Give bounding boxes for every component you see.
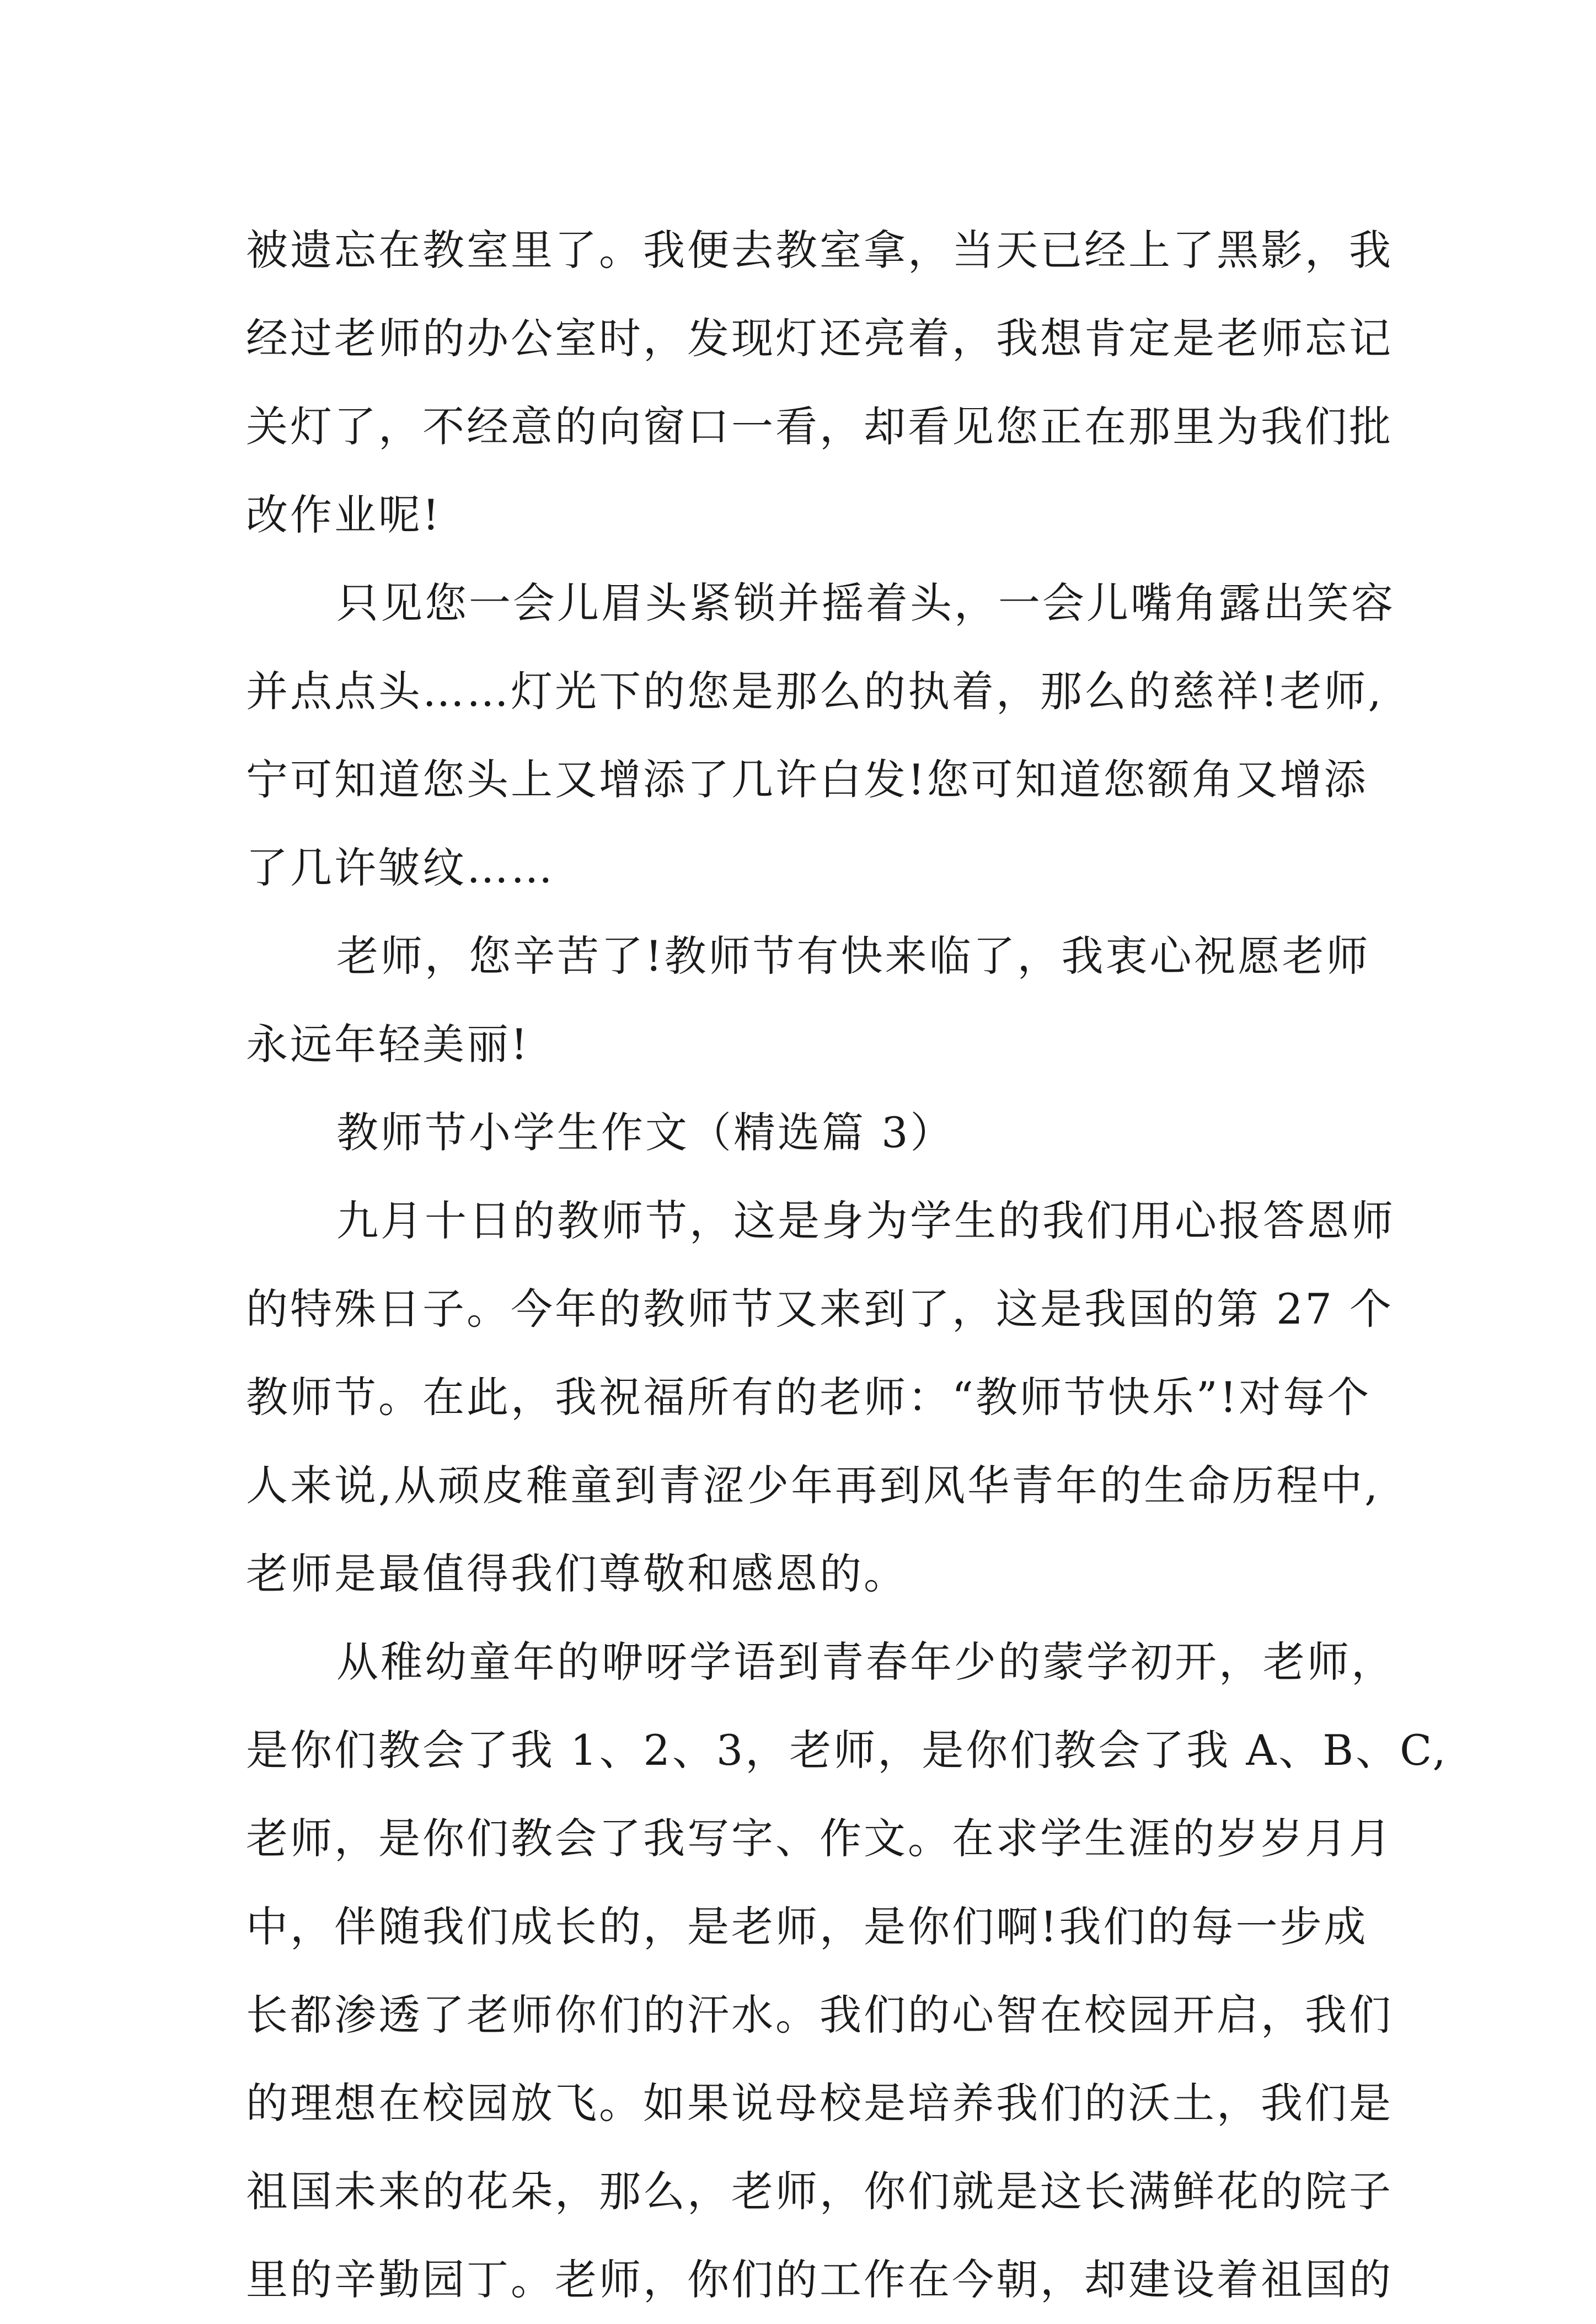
section-heading: 教师节小学生作文（精选篇 3） bbox=[336, 1108, 955, 1157]
text-line: 里的辛勤园丁。老师，你们的工作在今朝，却建设着祖国的 bbox=[246, 2255, 1393, 2304]
text-line: 中，伴随我们成长的，是老师，是你们啊!我们的每一步成 bbox=[246, 1902, 1368, 1951]
text-line: 的理想在校园放飞。如果说母校是培养我们的沃土，我们是 bbox=[246, 2079, 1393, 2128]
text-line: 人来说,从顽皮稚童到青涩少年再到风华青年的生命历程中, bbox=[246, 1461, 1380, 1510]
text-line: 教师节。在此，我祝福所有的老师：“教师节快乐”!对每个 bbox=[246, 1373, 1372, 1422]
essay-body bbox=[246, 206, 1448, 2324]
paragraph-start-line: 九月十日的教师节，这是身为学生的我们用心报答恩师 bbox=[336, 1196, 1395, 1245]
text-line: 并点点头……灯光下的您是那么的执着，那么的慈祥!老师, bbox=[246, 667, 1384, 716]
text-line: 关灯了，不经意的向窗口一看，却看见您正在那里为我们批 bbox=[246, 402, 1393, 451]
text-line: 被遗忘在教室里了。我便去教室拿，当天已经上了黑影，我 bbox=[246, 226, 1393, 275]
text-line: 长都渗透了老师你们的汗水。我们的心智在校园开启，我们 bbox=[246, 1990, 1393, 2039]
paragraph-start-line: 老师，您辛苦了!教师节有快来临了，我衷心祝愿老师 bbox=[336, 931, 1370, 981]
text-line: 老师是最值得我们尊敬和感恩的。 bbox=[246, 1549, 908, 1598]
paragraph-start-line: 从稚幼童年的咿呀学语到青春年少的蒙学初开，老师， bbox=[336, 1637, 1395, 1686]
text-line: 经过老师的办公室时，发现灯还亮着，我想肯定是老师忘记 bbox=[246, 314, 1393, 363]
text-line: 了几许皱纹…… bbox=[246, 843, 555, 892]
text-line: 是你们教会了我 1、2、3，老师，是你们教会了我 A、B、C, bbox=[246, 1726, 1448, 1775]
text-line: 永远年轻美丽! bbox=[246, 1020, 530, 1069]
text-line: 祖国未来的花朵，那么，老师，你们就是这长满鲜花的院子 bbox=[246, 2167, 1393, 2216]
paragraph-start-line: 只见您一会儿眉头紧锁并摇着头，一会儿嘴角露出笑容 bbox=[336, 579, 1395, 628]
text-line: 改作业呢! bbox=[246, 490, 442, 539]
text-line: 的特殊日子。今年的教师节又来到了，这是我国的第 27 个 bbox=[246, 1284, 1394, 1334]
text-line: 老师，是你们教会了我写字、作文。在求学生涯的岁岁月月 bbox=[246, 1814, 1393, 1863]
text-line: 宁可知道您头上又增添了几许白发!您可知道您额角又增添 bbox=[246, 755, 1368, 804]
